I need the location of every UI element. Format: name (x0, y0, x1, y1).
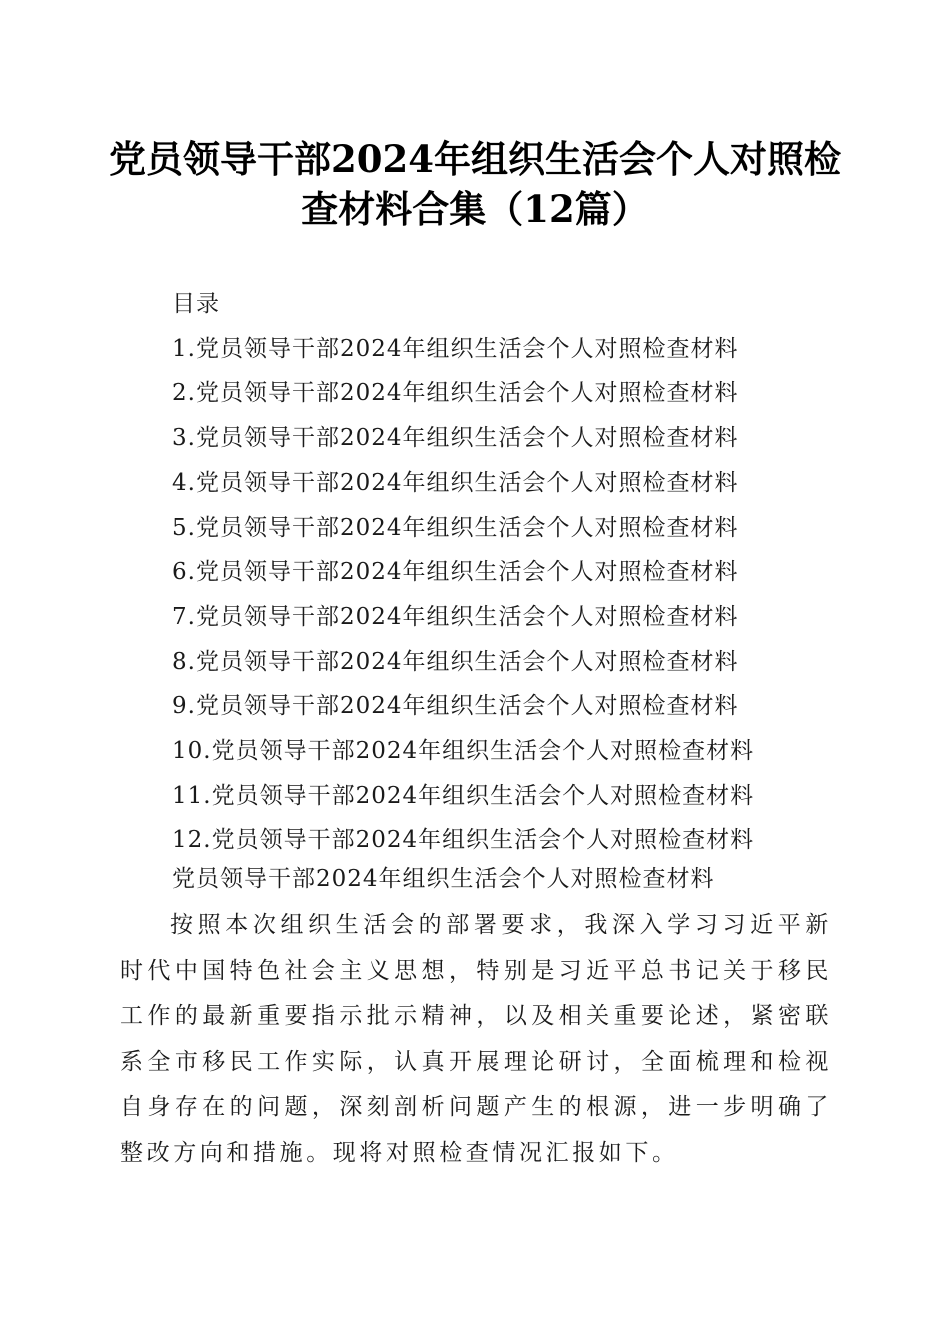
document-title-line-1: 党员领导干部2024年组织生活会个人对照检 (109, 137, 841, 181)
toc-item: 3.党员领导干部2024年组织生活会个人对照检查材料 (172, 425, 739, 452)
toc-item: 9.党员领导干部2024年组织生活会个人对照检查材料 (172, 693, 739, 720)
document-title-line-2: 查材料合集（12篇） (301, 187, 649, 231)
toc-item: 11.党员领导干部2024年组织生活会个人对照检查材料 (172, 782, 755, 809)
table-of-contents (172, 282, 852, 863)
section-title: 党员领导干部2024年组织生活会个人对照检查材料 (172, 866, 715, 892)
toc-item: 6.党员领导干部2024年组织生活会个人对照检查材料 (172, 559, 739, 586)
toc-item: 2.党员领导干部2024年组织生活会个人对照检查材料 (172, 380, 739, 407)
toc-item: 4.党员领导干部2024年组织生活会个人对照检查材料 (172, 469, 739, 496)
toc-item: 1.党员领导干部2024年组织生活会个人对照检查材料 (172, 335, 739, 362)
document-title (100, 134, 850, 234)
toc-item: 5.党员领导干部2024年组织生活会个人对照检查材料 (172, 514, 739, 541)
toc-item: 8.党员领导干部2024年组织生活会个人对照检查材料 (172, 648, 739, 675)
toc-item: 12.党员领导干部2024年组织生活会个人对照检查材料 (172, 827, 755, 854)
toc-item: 7.党员领导干部2024年组织生活会个人对照检查材料 (172, 603, 739, 630)
toc-heading: 目录 (172, 291, 220, 317)
body-paragraph: 按照本次组织生活会的部署要求，我深入学习习近平新时代中国特色社会主义思想，特别是习近平总书记关于移民工作的最新重要指示批示精神，以及相关重要论述，紧密联系全市移民工作实际，认真开展理论研讨，全面梳理和检视自身存在的问题，深刻剖析问题产生的根源，进一步明确了整改方向和措施。现将对照检查情况汇报如下。 (120, 912, 832, 1166)
toc-item: 10.党员领导干部2024年组织生活会个人对照检查材料 (172, 738, 755, 765)
